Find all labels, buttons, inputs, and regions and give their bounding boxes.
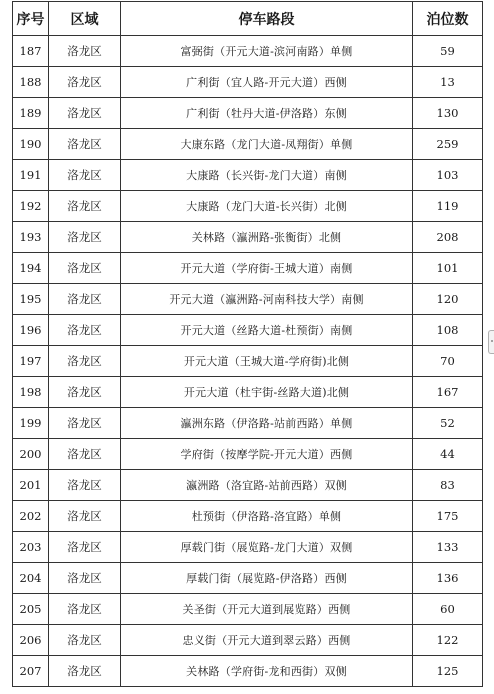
cell-area: 洛龙区	[49, 563, 121, 594]
cell-road: 大康东路（龙门大道-凤翔街）单侧	[121, 129, 413, 160]
cell-road: 学府街（按摩学院-开元大道）西侧	[121, 439, 413, 470]
cell-area: 洛龙区	[49, 377, 121, 408]
cell-count: 52	[413, 408, 483, 439]
cell-count: 259	[413, 129, 483, 160]
cell-count: 59	[413, 36, 483, 67]
cell-count: 83	[413, 470, 483, 501]
header-area: 区域	[49, 2, 121, 36]
cell-road: 开元大道（学府街-王城大道）南侧	[121, 253, 413, 284]
cell-area: 洛龙区	[49, 253, 121, 284]
cell-count: 119	[413, 191, 483, 222]
table-row	[13, 656, 483, 687]
header-no: 序号	[13, 2, 49, 36]
cell-no: 198	[13, 377, 49, 408]
cell-no: 190	[13, 129, 49, 160]
table-row	[13, 346, 483, 377]
header-count: 泊位数	[413, 2, 483, 36]
cell-no: 192	[13, 191, 49, 222]
cell-road: 厚载门街（展览路-龙门大道）双侧	[121, 532, 413, 563]
cell-area: 洛龙区	[49, 129, 121, 160]
table-row	[13, 594, 483, 625]
cell-road: 开元大道（王城大道-学府街)北侧	[121, 346, 413, 377]
table-row	[13, 129, 483, 160]
table-row	[13, 625, 483, 656]
cell-road: 关林路（瀛洲路-张衡街）北侧	[121, 222, 413, 253]
cell-road: 广利街（宜人路-开元大道）西侧	[121, 67, 413, 98]
cell-area: 洛龙区	[49, 532, 121, 563]
cell-area: 洛龙区	[49, 346, 121, 377]
cell-road: 厚载门街（展览路-伊洛路）西侧	[121, 563, 413, 594]
cell-no: 197	[13, 346, 49, 377]
cell-no: 201	[13, 470, 49, 501]
cell-road: 大康路（长兴街-龙门大道）南侧	[121, 160, 413, 191]
table-header	[13, 2, 483, 36]
cell-count: 108	[413, 315, 483, 346]
cell-no: 194	[13, 253, 49, 284]
cell-count: 70	[413, 346, 483, 377]
cell-no: 188	[13, 67, 49, 98]
cell-count: 136	[413, 563, 483, 594]
cell-area: 洛龙区	[49, 501, 121, 532]
cell-road: 开元大道（丝路大道-杜预街）南侧	[121, 315, 413, 346]
table-row	[13, 470, 483, 501]
parking-table-container	[12, 1, 482, 687]
cell-count: 133	[413, 532, 483, 563]
cell-no: 205	[13, 594, 49, 625]
table-row	[13, 284, 483, 315]
table-row	[13, 67, 483, 98]
cell-area: 洛龙区	[49, 594, 121, 625]
table-row	[13, 191, 483, 222]
cell-area: 洛龙区	[49, 470, 121, 501]
cell-no: 187	[13, 36, 49, 67]
cell-area: 洛龙区	[49, 315, 121, 346]
header-road: 停车路段	[121, 2, 413, 36]
cell-road: 开元大道（杜宇街-丝路大道)北侧	[121, 377, 413, 408]
cell-no: 199	[13, 408, 49, 439]
cell-count: 44	[413, 439, 483, 470]
handle-grip-icon	[491, 340, 493, 342]
cell-area: 洛龙区	[49, 284, 121, 315]
cell-no: 200	[13, 439, 49, 470]
header-row	[13, 2, 483, 36]
cell-count: 208	[413, 222, 483, 253]
cell-no: 204	[13, 563, 49, 594]
table-row	[13, 222, 483, 253]
cell-count: 122	[413, 625, 483, 656]
cell-area: 洛龙区	[49, 67, 121, 98]
cell-count: 125	[413, 656, 483, 687]
side-scroll-handle[interactable]	[488, 330, 494, 354]
cell-road: 大康路（龙门大道-长兴街）北侧	[121, 191, 413, 222]
cell-count: 101	[413, 253, 483, 284]
table-row	[13, 253, 483, 284]
table-row	[13, 315, 483, 346]
cell-count: 130	[413, 98, 483, 129]
table-row	[13, 563, 483, 594]
table-row	[13, 501, 483, 532]
cell-area: 洛龙区	[49, 191, 121, 222]
cell-area: 洛龙区	[49, 439, 121, 470]
cell-area: 洛龙区	[49, 98, 121, 129]
table-row	[13, 160, 483, 191]
table-row	[13, 36, 483, 67]
cell-no: 206	[13, 625, 49, 656]
cell-count: 120	[413, 284, 483, 315]
cell-road: 关圣街（开元大道到展览路）西侧	[121, 594, 413, 625]
cell-area: 洛龙区	[49, 36, 121, 67]
cell-area: 洛龙区	[49, 656, 121, 687]
table-row	[13, 439, 483, 470]
table-row	[13, 377, 483, 408]
cell-road: 关林路（学府街-龙和西街）双侧	[121, 656, 413, 687]
cell-area: 洛龙区	[49, 625, 121, 656]
cell-road: 广利街（牡丹大道-伊洛路）东侧	[121, 98, 413, 129]
cell-no: 191	[13, 160, 49, 191]
cell-road: 开元大道（瀛洲路-河南科技大学）南侧	[121, 284, 413, 315]
cell-area: 洛龙区	[49, 222, 121, 253]
table-row	[13, 98, 483, 129]
cell-no: 196	[13, 315, 49, 346]
cell-no: 202	[13, 501, 49, 532]
cell-count: 13	[413, 67, 483, 98]
table-body	[13, 36, 483, 687]
cell-no: 195	[13, 284, 49, 315]
cell-road: 富弼街（开元大道-滨河南路）单侧	[121, 36, 413, 67]
table-row	[13, 532, 483, 563]
cell-area: 洛龙区	[49, 160, 121, 191]
cell-area: 洛龙区	[49, 408, 121, 439]
cell-count: 167	[413, 377, 483, 408]
cell-road: 忠义街（开元大道到翠云路）西侧	[121, 625, 413, 656]
cell-road: 瀛洲东路（伊洛路-站前西路）单侧	[121, 408, 413, 439]
cell-road: 杜预街（伊洛路-洛宜路）单侧	[121, 501, 413, 532]
table-row	[13, 408, 483, 439]
cell-no: 207	[13, 656, 49, 687]
cell-count: 175	[413, 501, 483, 532]
cell-count: 60	[413, 594, 483, 625]
parking-table	[12, 1, 483, 687]
cell-no: 189	[13, 98, 49, 129]
cell-road: 瀛洲路（洛宜路-站前西路）双侧	[121, 470, 413, 501]
cell-count: 103	[413, 160, 483, 191]
cell-no: 193	[13, 222, 49, 253]
cell-no: 203	[13, 532, 49, 563]
